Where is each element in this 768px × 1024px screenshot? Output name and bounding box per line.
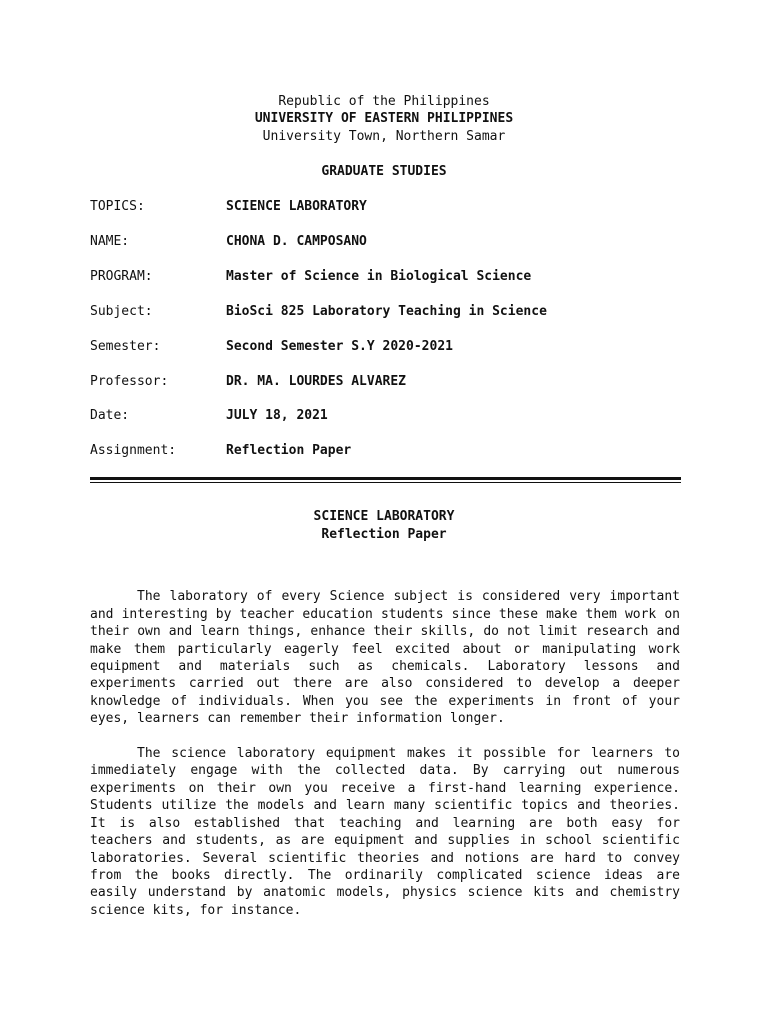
field-value: JULY 18, 2021 — [226, 408, 328, 423]
field-label: TOPICS: — [90, 199, 145, 214]
field-label: PROGRAM: — [90, 269, 153, 284]
field-value: DR. MA. LOURDES ALVAREZ — [226, 374, 407, 389]
field-value: SCIENCE LABORATORY — [226, 199, 367, 214]
paper-subtitle: Reflection Paper — [321, 527, 447, 542]
field-value: Reflection Paper — [226, 443, 352, 458]
paper-body — [90, 571, 680, 937]
field-program — [90, 268, 531, 285]
divider-thin — [90, 482, 681, 483]
department-title: GRADUATE STUDIES — [321, 164, 447, 179]
divider-thick — [90, 477, 681, 480]
paragraph: The science laboratory equipment makes it possible for learners to immediately engage with the collected data. By carrying out numerous experiments on their own you receive a first-hand learning experience. Students utilize the models and learn many scientific topics and theories. It is also established that teaching and learning are both easy for teachers and students, as are equipment and supplies in school scientific laboratories. Several scientific theories and notions are hard to convey from the books directly. The ordinarily complicated science ideas are easily understand by anatomic models, physics science kits and chemistry science kits, for instance. — [90, 746, 680, 918]
field-label: NAME: — [90, 234, 130, 249]
paper-title: SCIENCE LABORATORY — [313, 509, 455, 524]
field-professor — [90, 373, 406, 390]
field-date — [90, 407, 328, 424]
field-value: BioSci 825 Laboratory Teaching in Science — [226, 304, 547, 319]
field-label: Semester: — [90, 339, 161, 354]
field-assignment — [90, 442, 351, 459]
field-value: Second Semester S.Y 2020-2021 — [226, 339, 453, 354]
country-line: Republic of the Philippines — [278, 94, 490, 109]
field-label: Subject: — [90, 304, 153, 319]
field-subject — [90, 303, 547, 320]
university-name: UNIVERSITY OF EASTERN PHILIPPINES — [254, 111, 514, 126]
field-value: CHONA D. CAMPOSANO — [226, 234, 367, 249]
paragraph: The laboratory of every Science subject is considered very important and interesting by teacher education students since these make them work on their own and learn things, enhance their skills, do not limit research and make them particularly eagerly feel excited about or manipulating work equipment and materials such as chemicals. Laboratory lessons and experiments carried out there are also considered to develop a deeper knowledge of individuals. When you see the experiments in front of your eyes, learners can remember their information longer. — [90, 589, 680, 727]
field-semester — [90, 338, 453, 355]
field-topics — [90, 198, 367, 215]
field-label: Professor: — [90, 374, 169, 389]
university-address: University Town, Northern Samar — [262, 129, 506, 144]
field-name — [90, 233, 367, 250]
field-value: Master of Science in Biological Science — [226, 269, 532, 284]
field-label: Date: — [90, 408, 130, 423]
field-label: Assignment: — [90, 443, 177, 458]
